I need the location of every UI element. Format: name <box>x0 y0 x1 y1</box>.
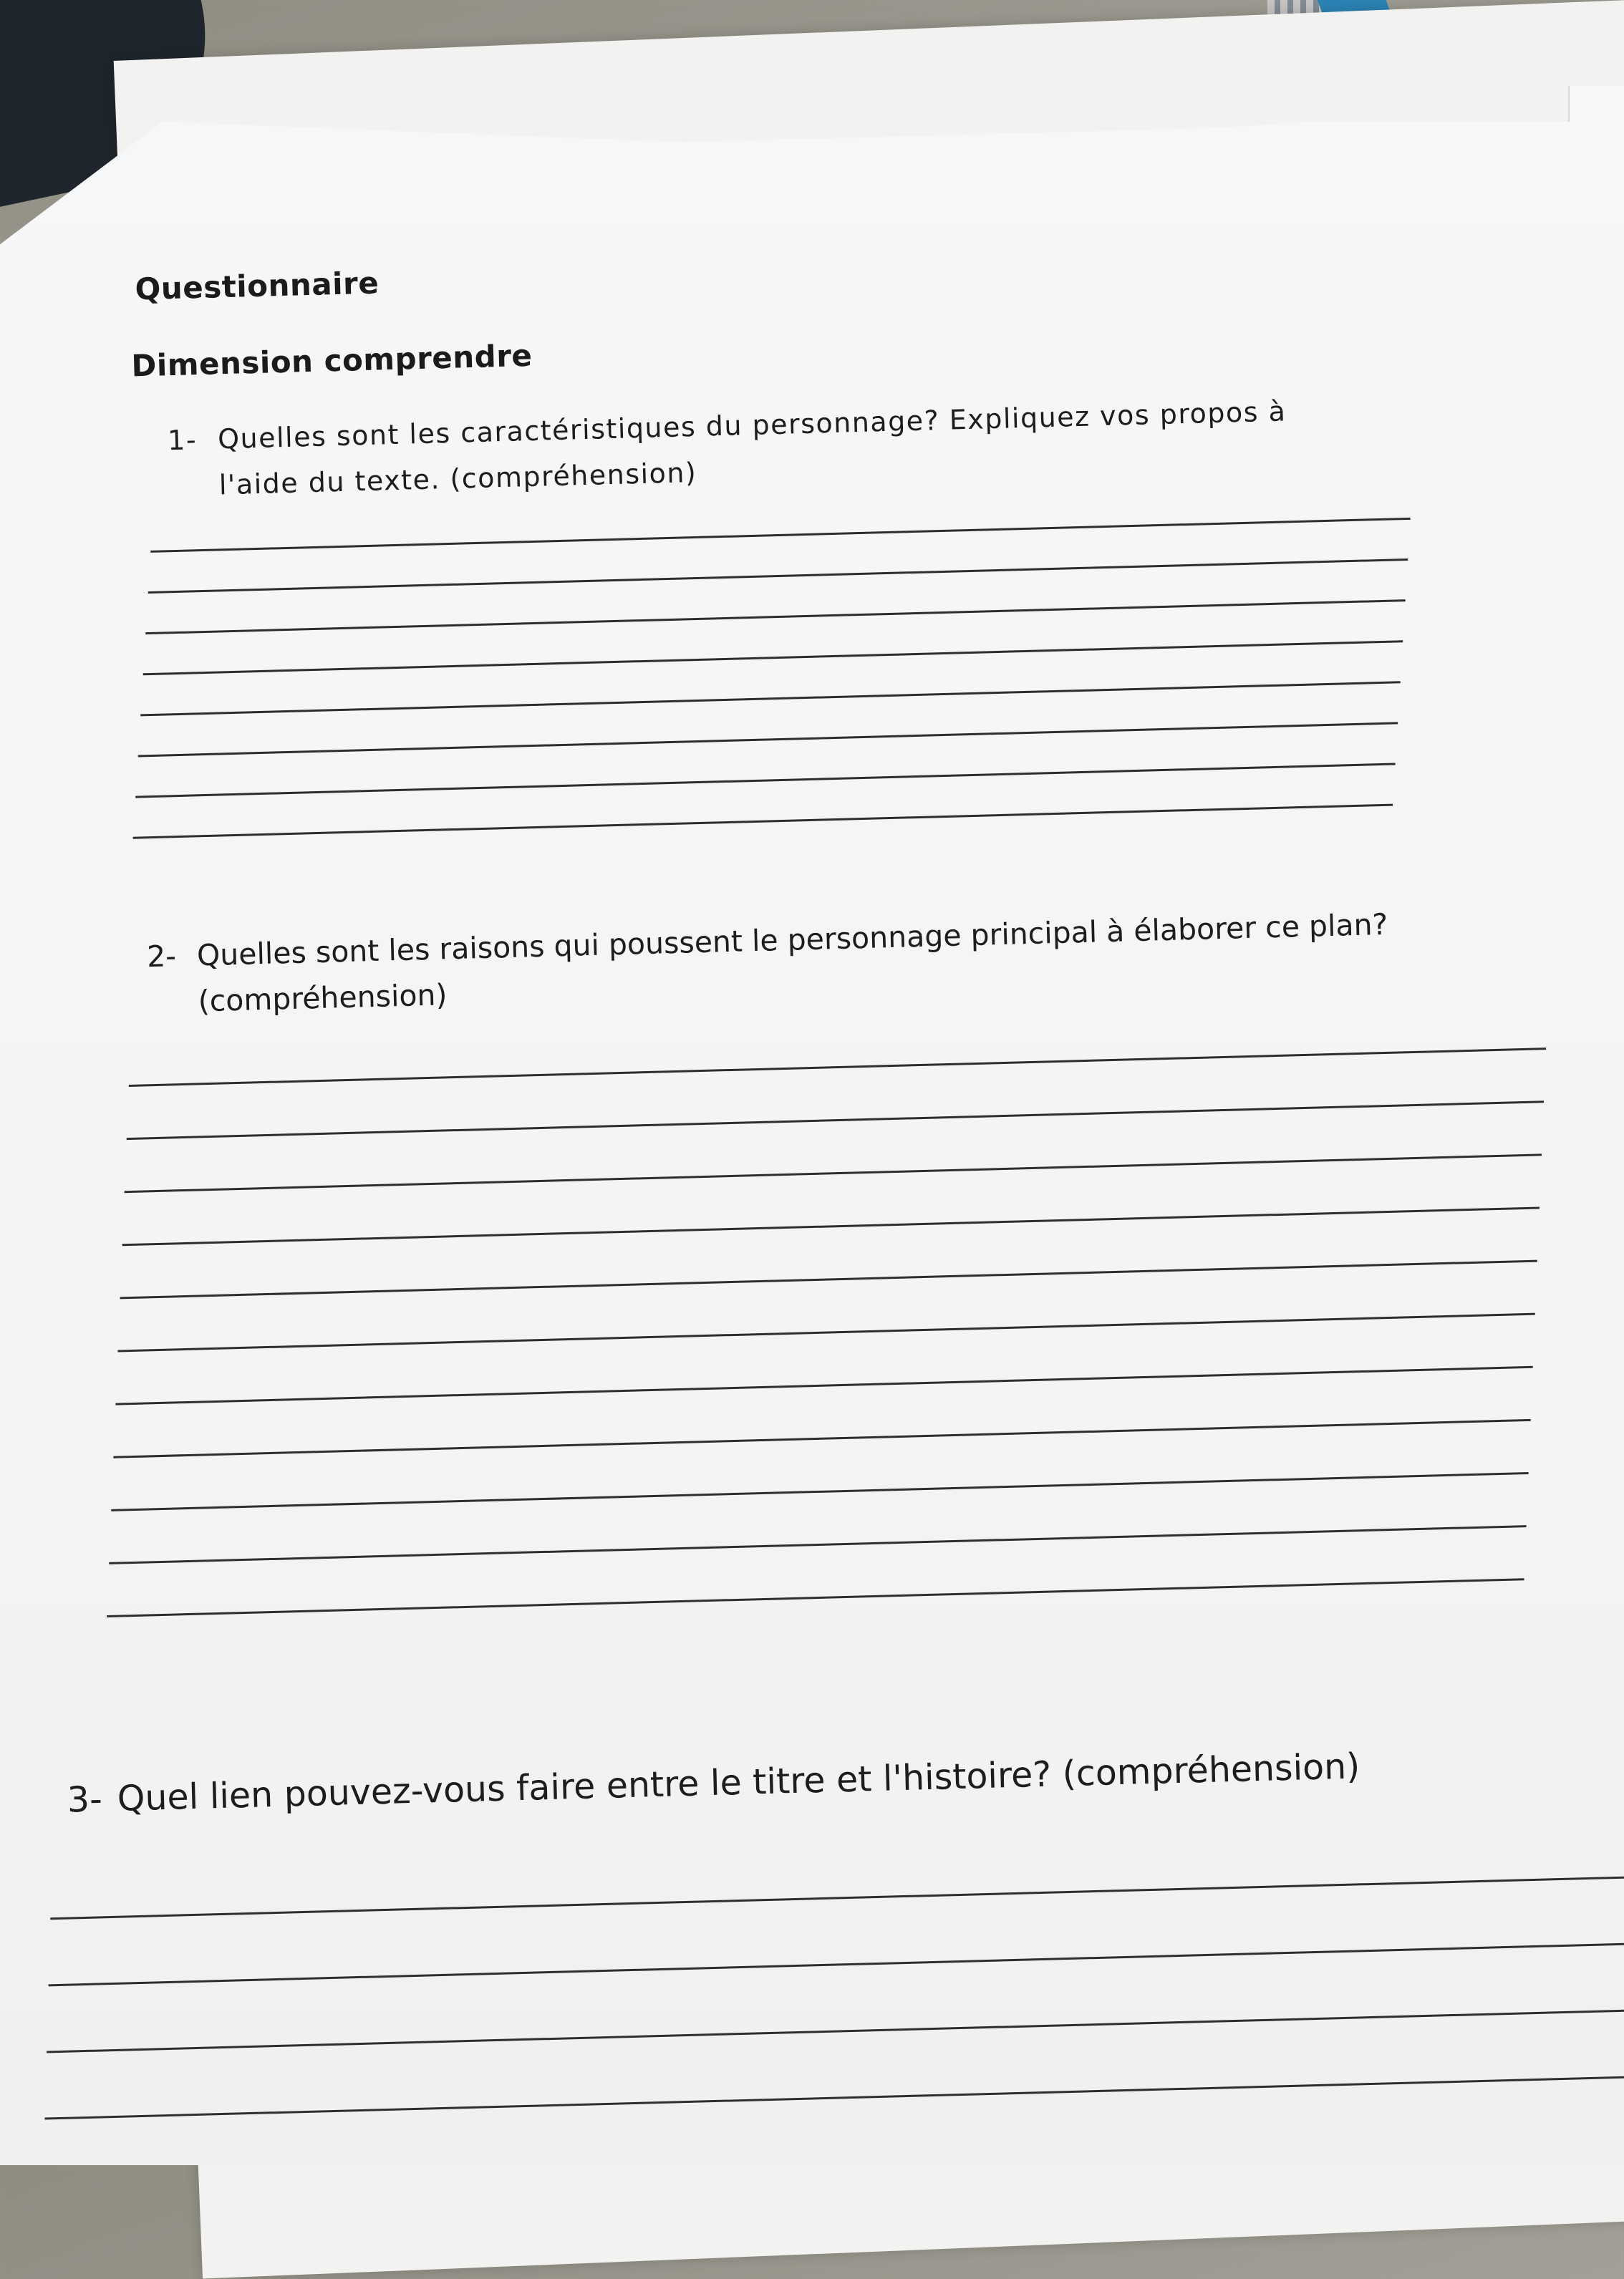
question-2-text: Quelles sont les raisons qui poussent le personnage principal à élaborer ce plan? (compréhension) <box>196 906 1388 1019</box>
answer-line[interactable] <box>127 1100 1544 1140</box>
answer-line[interactable] <box>115 1366 1532 1405</box>
answer-line[interactable] <box>140 681 1400 716</box>
answer-line[interactable] <box>122 1206 1540 1246</box>
question-1-text: Quelles sont les caractéristiques du personnage? Expliquez vos propos à l'aide du texte. (compréhension) <box>217 395 1287 501</box>
answer-line[interactable] <box>50 1876 1624 1920</box>
answer-line[interactable] <box>49 1942 1624 1986</box>
answer-line[interactable] <box>135 763 1395 798</box>
question-2-number: 2- <box>146 939 177 974</box>
answer-line[interactable] <box>120 1260 1537 1300</box>
answer-line[interactable] <box>138 722 1398 757</box>
answer-line[interactable] <box>109 1525 1526 1564</box>
answer-lines <box>0 0 1595 21</box>
answer-line[interactable] <box>125 1153 1542 1193</box>
answer-line[interactable] <box>148 558 1408 594</box>
worksheet-title: Questionnaire <box>135 265 380 307</box>
answer-line[interactable] <box>133 804 1393 839</box>
answer-line[interactable] <box>117 1313 1534 1353</box>
question-3-text: Quel lien pouvez-vous faire entre le titre et l'histoire? (compréhension) <box>117 1746 1360 1819</box>
section-heading: Dimension comprendre <box>130 337 533 384</box>
answer-line[interactable] <box>113 1419 1530 1458</box>
answer-line[interactable] <box>150 518 1410 553</box>
answer-line[interactable] <box>143 640 1403 675</box>
question-3-number: 3- <box>67 1779 103 1821</box>
question-1-number: 1- <box>167 424 198 457</box>
question-2 <box>146 899 1509 1026</box>
answer-line[interactable] <box>111 1472 1528 1511</box>
answer-line[interactable] <box>44 2076 1624 2119</box>
answer-line[interactable] <box>129 1047 1546 1087</box>
question-3 <box>67 1738 1571 1824</box>
question-1 <box>167 387 1358 509</box>
answer-line[interactable] <box>107 1578 1524 1617</box>
answer-line[interactable] <box>47 2009 1624 2053</box>
answer-line[interactable] <box>145 599 1405 634</box>
